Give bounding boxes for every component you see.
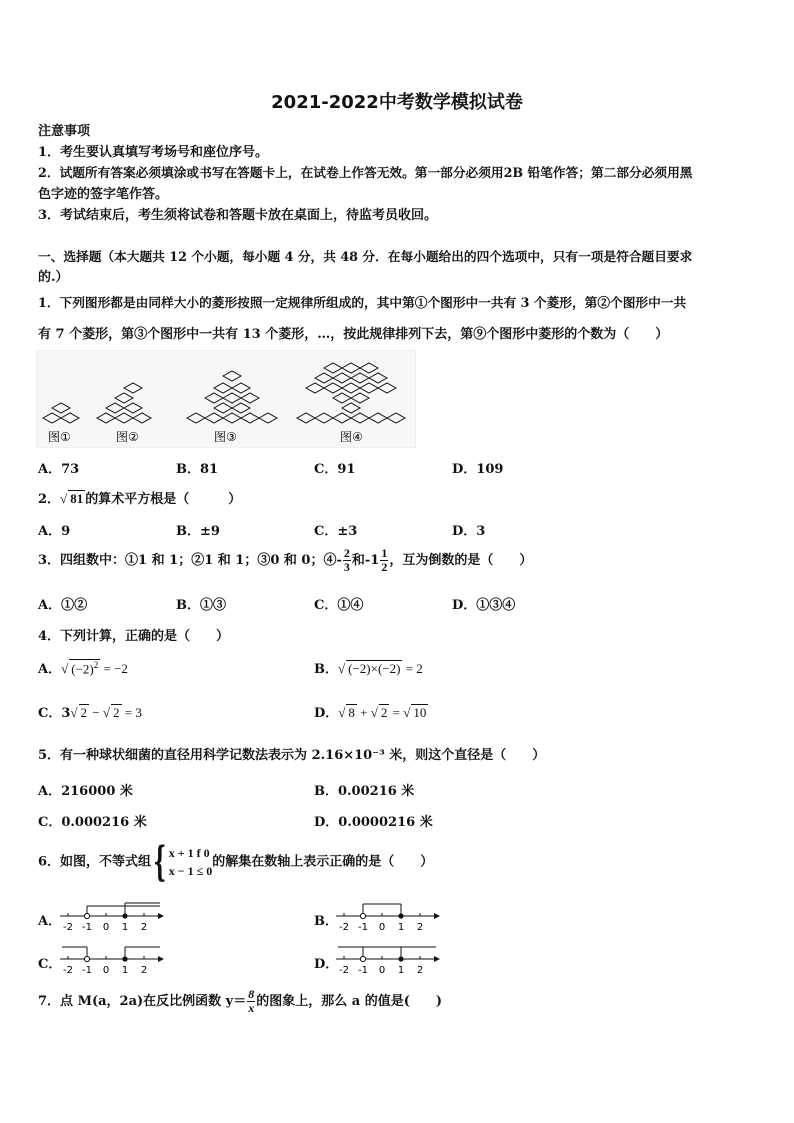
tick-label: -2 — [339, 965, 349, 976]
tick-label: 2 — [416, 922, 424, 933]
tick-label: -1 — [358, 965, 368, 976]
number-line-b — [336, 898, 440, 934]
q2-option-b: B．±9 — [176, 524, 220, 539]
q5-option-d: D．0.0000216 米 — [314, 815, 433, 830]
figure-label: 图③ — [214, 430, 237, 444]
tick-label: -2 — [63, 965, 73, 976]
closed-point — [398, 956, 403, 961]
open-point — [84, 956, 89, 961]
question-1-stem: 1．下列图形都是由同样大小的菱形按照一定规律所组成的，其中第①个图形中一共有 3 个菱形，第②个图形中一共 — [38, 295, 687, 310]
figure-label: 图① — [48, 430, 71, 444]
number-line-c — [60, 941, 164, 977]
q3-option-c: C．①④ — [314, 598, 364, 613]
q1-option-d: D．109 — [452, 462, 504, 477]
q5-option-c: C．0.000216 米 — [38, 815, 147, 830]
tick-label: 2 — [416, 965, 424, 976]
tick-label: 0 — [102, 965, 110, 976]
q5-option-a: A．216000 米 — [38, 784, 133, 799]
tick-label: 1 — [397, 922, 405, 933]
tick-label: -1 — [82, 965, 92, 976]
question-6-stem: 6．如图，不等式组{ x + 1 f 0 x − 1 ≤ 0 的解集在数轴上表示正确的是（ ） — [38, 838, 434, 885]
q3-option-a: A．①② — [38, 598, 88, 613]
notice-item: 3．考试结束后，考生须将试卷和答题卡放在桌面上，待监考员收回。 — [38, 208, 438, 223]
question-1-stem-cont: 有 7 个菱形，第③个图形中一共有 13 个菱形，…，按此规律排列下去，第⑨个图形中菱形的个数为（ ） — [38, 327, 669, 342]
q4-option-d: D．√ 8 + √ 2 = √ 10 — [314, 705, 427, 721]
q4-option-c: C．3√ 2 − √ 2 = 3 — [38, 705, 142, 721]
q2-option-a: A．9 — [38, 524, 71, 539]
q5-option-b: B．0.00216 米 — [314, 784, 415, 799]
notice-item: 1．考生要认真填写考场号和座位序号。 — [38, 145, 269, 160]
page-title: 2021-2022中考数学模拟试卷 — [271, 92, 523, 113]
tick-label: -1 — [358, 922, 368, 933]
notice-item: 2．试题所有答案必须填涂或书写在答题卡上，在试卷上作答无效。第一部分必须用2B 铅笔作答；第二部分必须用黑 — [38, 165, 693, 180]
tick-label: -1 — [82, 922, 92, 933]
tick-label: -2 — [339, 922, 349, 933]
rhombus-pattern-figure — [36, 350, 416, 448]
q2-option-c: C．±3 — [314, 524, 358, 539]
q6-option-b-label: B． — [314, 914, 338, 929]
q6-option-d-label: D． — [314, 957, 339, 972]
q4-option-b: B．√ (−2)×(−2) = 2 — [314, 661, 423, 677]
q4-option-a: A．√ $(-2)^2 = -2$ — [38, 659, 128, 677]
tick-label: 1 — [397, 965, 405, 976]
open-point — [84, 913, 89, 918]
number-line-a — [60, 898, 164, 934]
question-2-stem: 2．√ 81 的算术平方根是（ ） — [38, 491, 242, 507]
question-7-stem: 7．点 M(a，2a)在反比例函数 y＝ $\frac{8}{x}$ 的图象上，那么 a 的值是( ) — [38, 987, 443, 1015]
q3-option-d: D．①③④ — [452, 598, 516, 613]
notice-item: 色字迹的签字笔作答。 — [38, 187, 169, 202]
section-heading: 一、选择题（本大题共 12 个小题，每小题 4 分，共 48 分．在每小题给出的四个选项中，只有一项是符合题目要求 — [38, 249, 693, 264]
q6-option-c-label: C． — [38, 957, 62, 972]
arrow-icon — [434, 913, 440, 919]
open-point — [360, 956, 365, 961]
question-3-stem: 3．四组数中：①1 和 1；②1 和 1；③0 和 0；④- $\frac{2}{3}$ 和-1 $\frac{1}{2}$ ，互为倒数的是（ ） — [38, 546, 533, 574]
tick-label: 0 — [378, 922, 386, 933]
question-4-stem: 4．下列计算，正确的是（ ） — [38, 629, 230, 644]
figure-label: 图④ — [340, 430, 363, 444]
tick-label: 2 — [140, 922, 148, 933]
question-5-stem: 5．有一种球状细菌的直径用科学记数法表示为 2.16×10⁻³ 米，则这个直径是（ ） — [38, 748, 546, 763]
q1-option-a: A．73 — [38, 462, 80, 477]
section-heading-cont: 的.） — [38, 270, 69, 285]
closed-point — [122, 913, 127, 918]
open-point — [360, 913, 365, 918]
notice-heading: 注意事项 — [38, 124, 91, 139]
q3-option-b: B．①③ — [176, 598, 226, 613]
number-line-d — [336, 941, 440, 977]
arrow-icon — [158, 913, 164, 919]
tick-label: 1 — [121, 922, 129, 933]
q1-option-b: B．81 — [176, 462, 219, 477]
closed-point — [122, 956, 127, 961]
arrow-icon — [158, 956, 164, 962]
tick-label: 1 — [121, 965, 129, 976]
q2-option-d: D．3 — [452, 524, 486, 539]
tick-label: 2 — [140, 965, 148, 976]
q1-option-c: C．91 — [314, 462, 356, 477]
tick-label: -2 — [63, 922, 73, 933]
tick-label: 0 — [102, 922, 110, 933]
q6-option-a-label: A． — [38, 914, 62, 929]
closed-point — [398, 913, 403, 918]
tick-label: 0 — [378, 965, 386, 976]
figure-label: 图② — [116, 430, 139, 444]
arrow-icon — [434, 956, 440, 962]
